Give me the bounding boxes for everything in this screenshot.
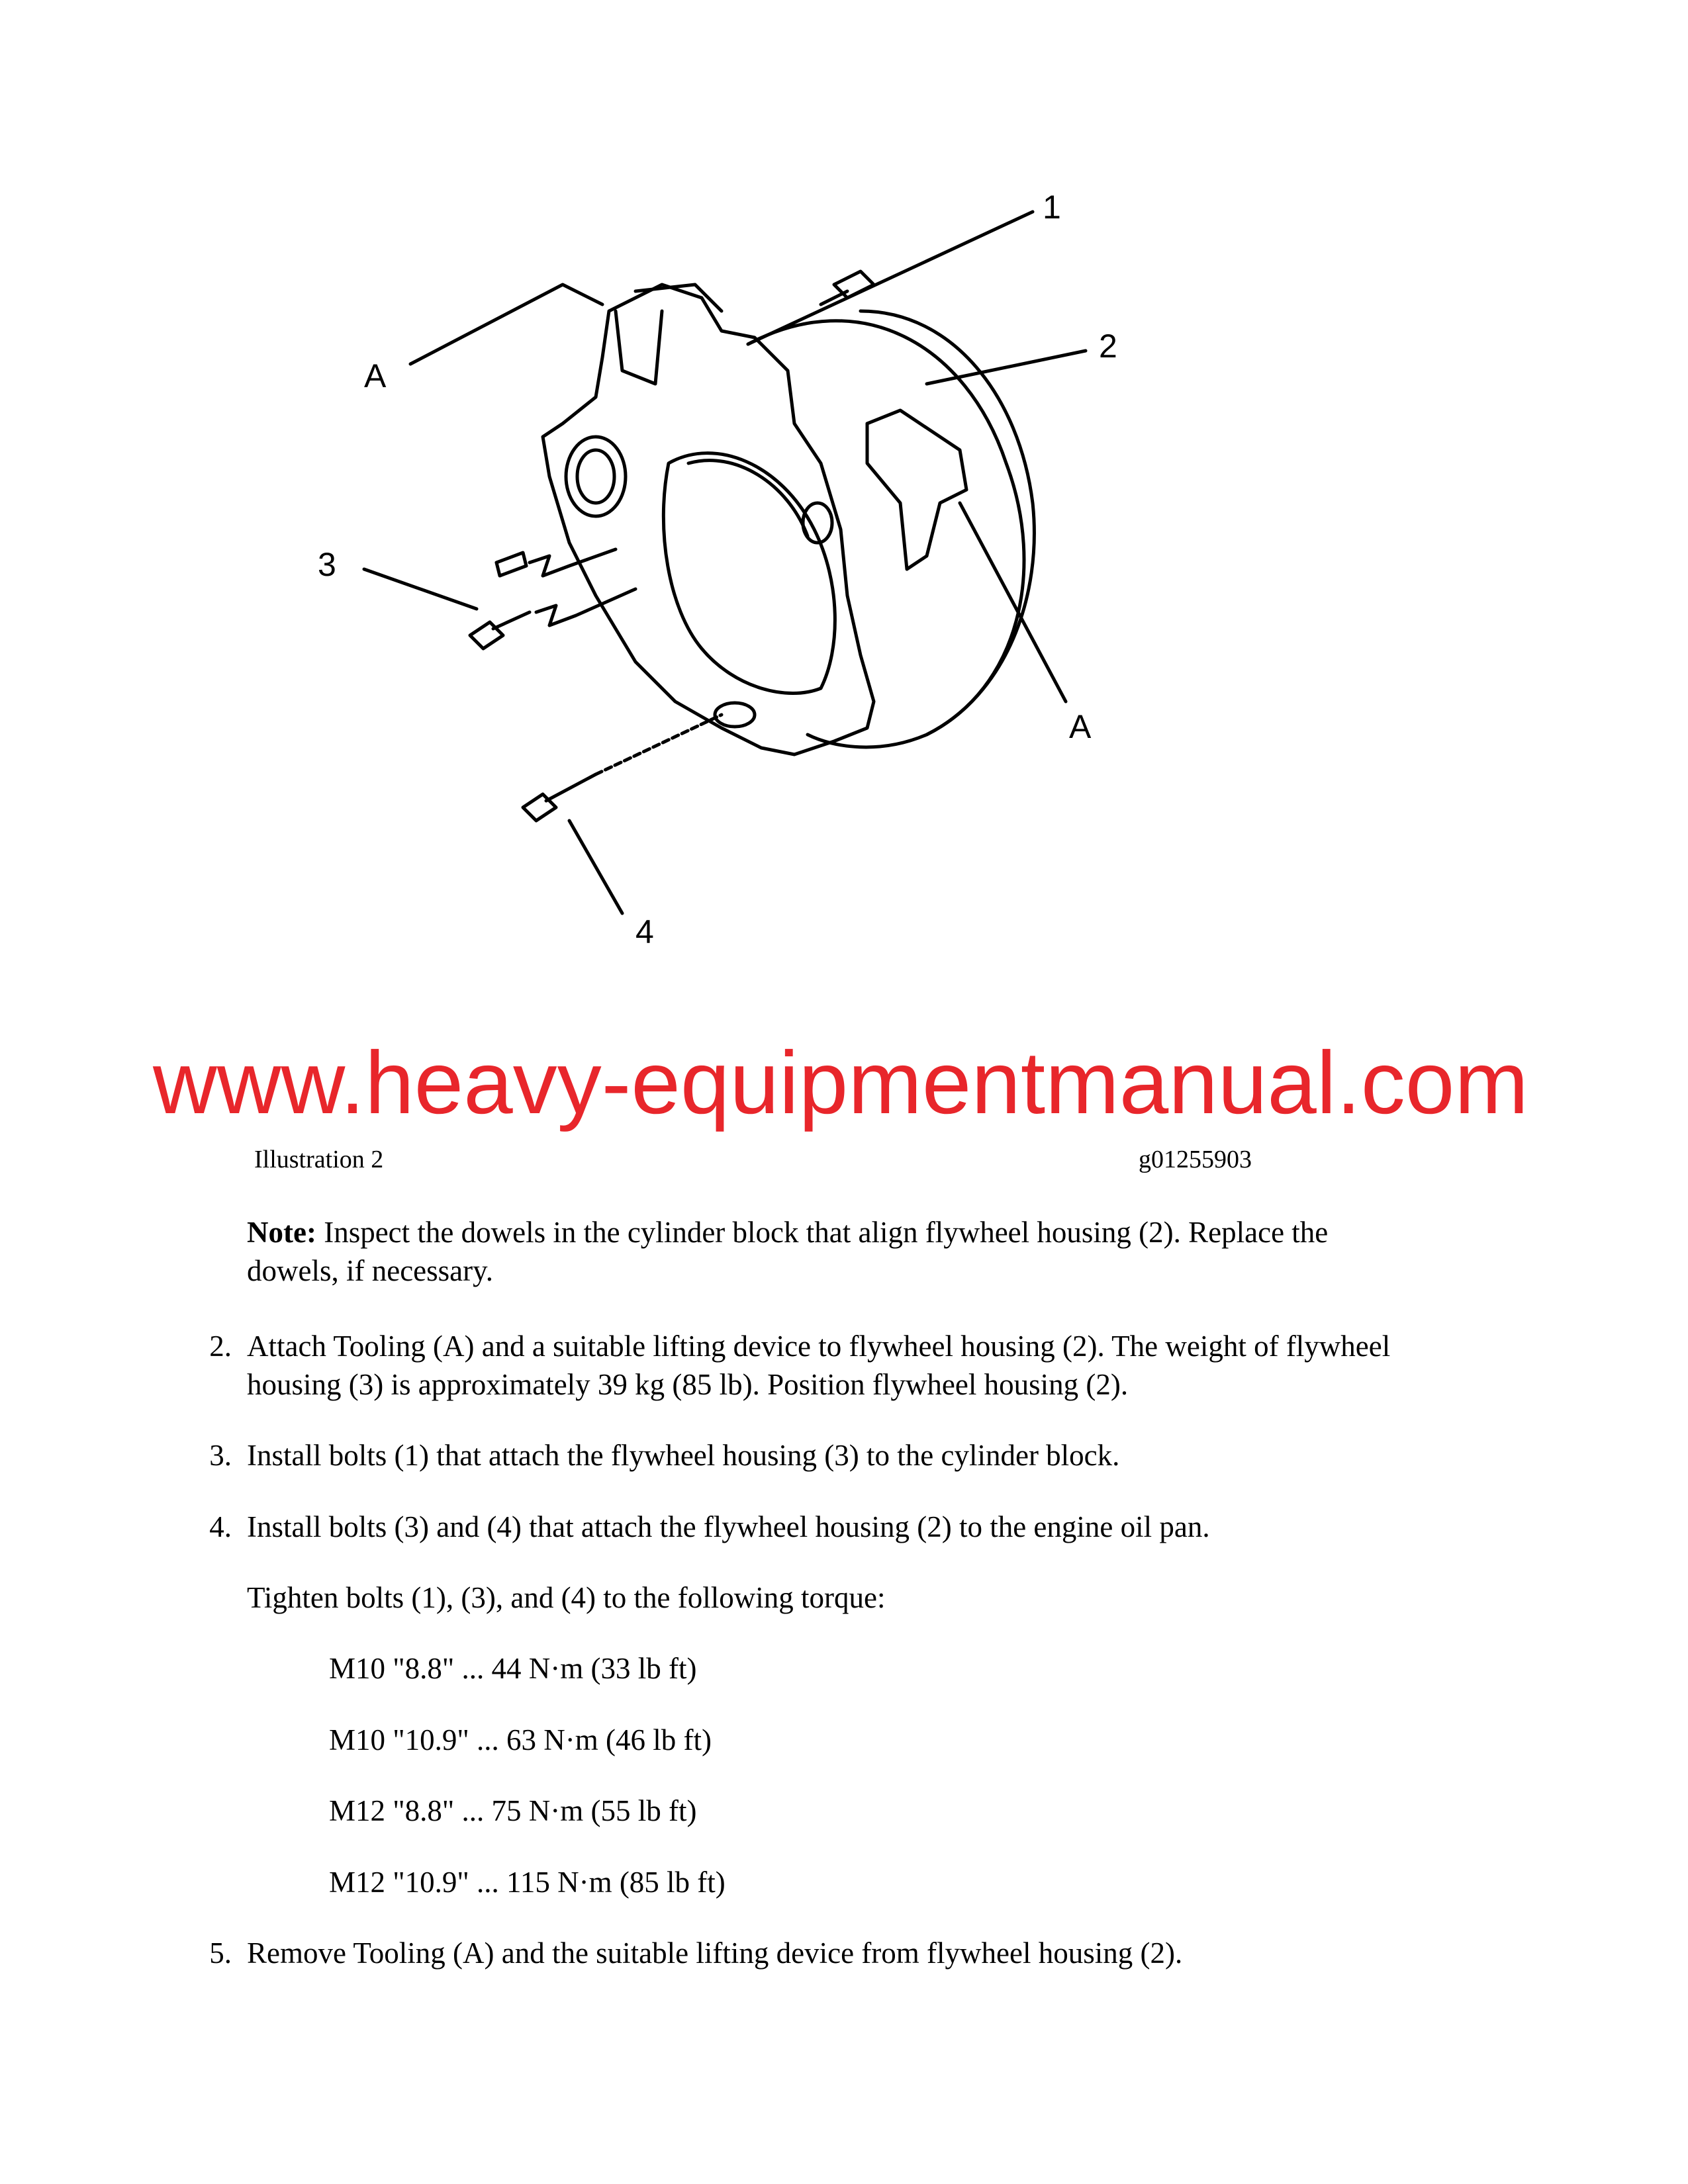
callout-1: 1 [1043,189,1061,226]
right-lifting-bracket [867,410,966,569]
step-number-4: 4. [209,1510,232,1543]
watermark-url: www.heavy-equipmentmanual.com [153,1034,1528,1132]
bolt-1 [821,271,874,304]
note-line-2: dowels, if necessary. [247,1254,493,1287]
bolt-3 [470,612,530,649]
leader-1 [748,212,1033,344]
torque-intro: Tighten bolts (1), (3), and (4) to the following torque: [247,1581,886,1614]
leader-a-right [960,503,1066,702]
step-2-line-1: Attach Tooling (A) and a suitable lifting device to flywheel housing (2). The weight of flywheel [247,1330,1391,1363]
leader-2 [927,351,1086,384]
leader-3 [364,569,477,609]
note-paragraph [247,1213,1328,1290]
leader-a-top [410,285,602,364]
callout-4: 4 [635,913,654,950]
step-5: Remove Tooling (A) and the suitable lifting device from flywheel housing (2). [247,1936,1183,1970]
step-2-line-2: housing (3) is approximately 39 kg (85 lb). Position flywheel housing (2). [247,1368,1129,1401]
step-number-3: 3. [209,1439,232,1472]
housing-rear-rim [861,311,1034,735]
step-number-5: 5. [209,1936,232,1970]
graphic-id: g01255903 [1139,1146,1252,1173]
step-2 [247,1327,1390,1404]
note-line-1: Inspect the dowels in the cylinder block that align flywheel housing (2). Replace the [324,1216,1329,1249]
callout-a-right: A [1069,708,1092,745]
torque-spec-3: M12 "8.8" ... 75 N·m (55 lb ft) [329,1794,697,1827]
callout-a-top: A [364,357,387,394]
bolt-4 [523,774,596,821]
torque-spec-2: M10 "10.9" ... 63 N·m (46 lb ft) [329,1723,712,1756]
torque-spec-1: M10 "8.8" ... 44 N·m (33 lb ft) [329,1652,697,1685]
flywheel-housing-illustration [0,0,1688,1032]
callout-3: 3 [318,546,336,583]
leader-4 [569,821,622,913]
flange-inner-opening [663,453,835,694]
step-4: Install bolts (3) and (4) that attach the flywheel housing (2) to the engine oil pan. [247,1510,1210,1543]
illustration-caption: Illustration 2 [254,1146,384,1173]
callout-2: 2 [1099,328,1117,365]
dowel [496,553,526,576]
note-label: Note: [247,1216,316,1249]
step-3: Install bolts (1) that attach the flywheel housing (3) to the cylinder block. [247,1439,1120,1472]
torque-spec-4: M12 "10.9" ... 115 N·m (85 lb ft) [329,1866,726,1899]
step-number-2: 2. [209,1330,232,1363]
